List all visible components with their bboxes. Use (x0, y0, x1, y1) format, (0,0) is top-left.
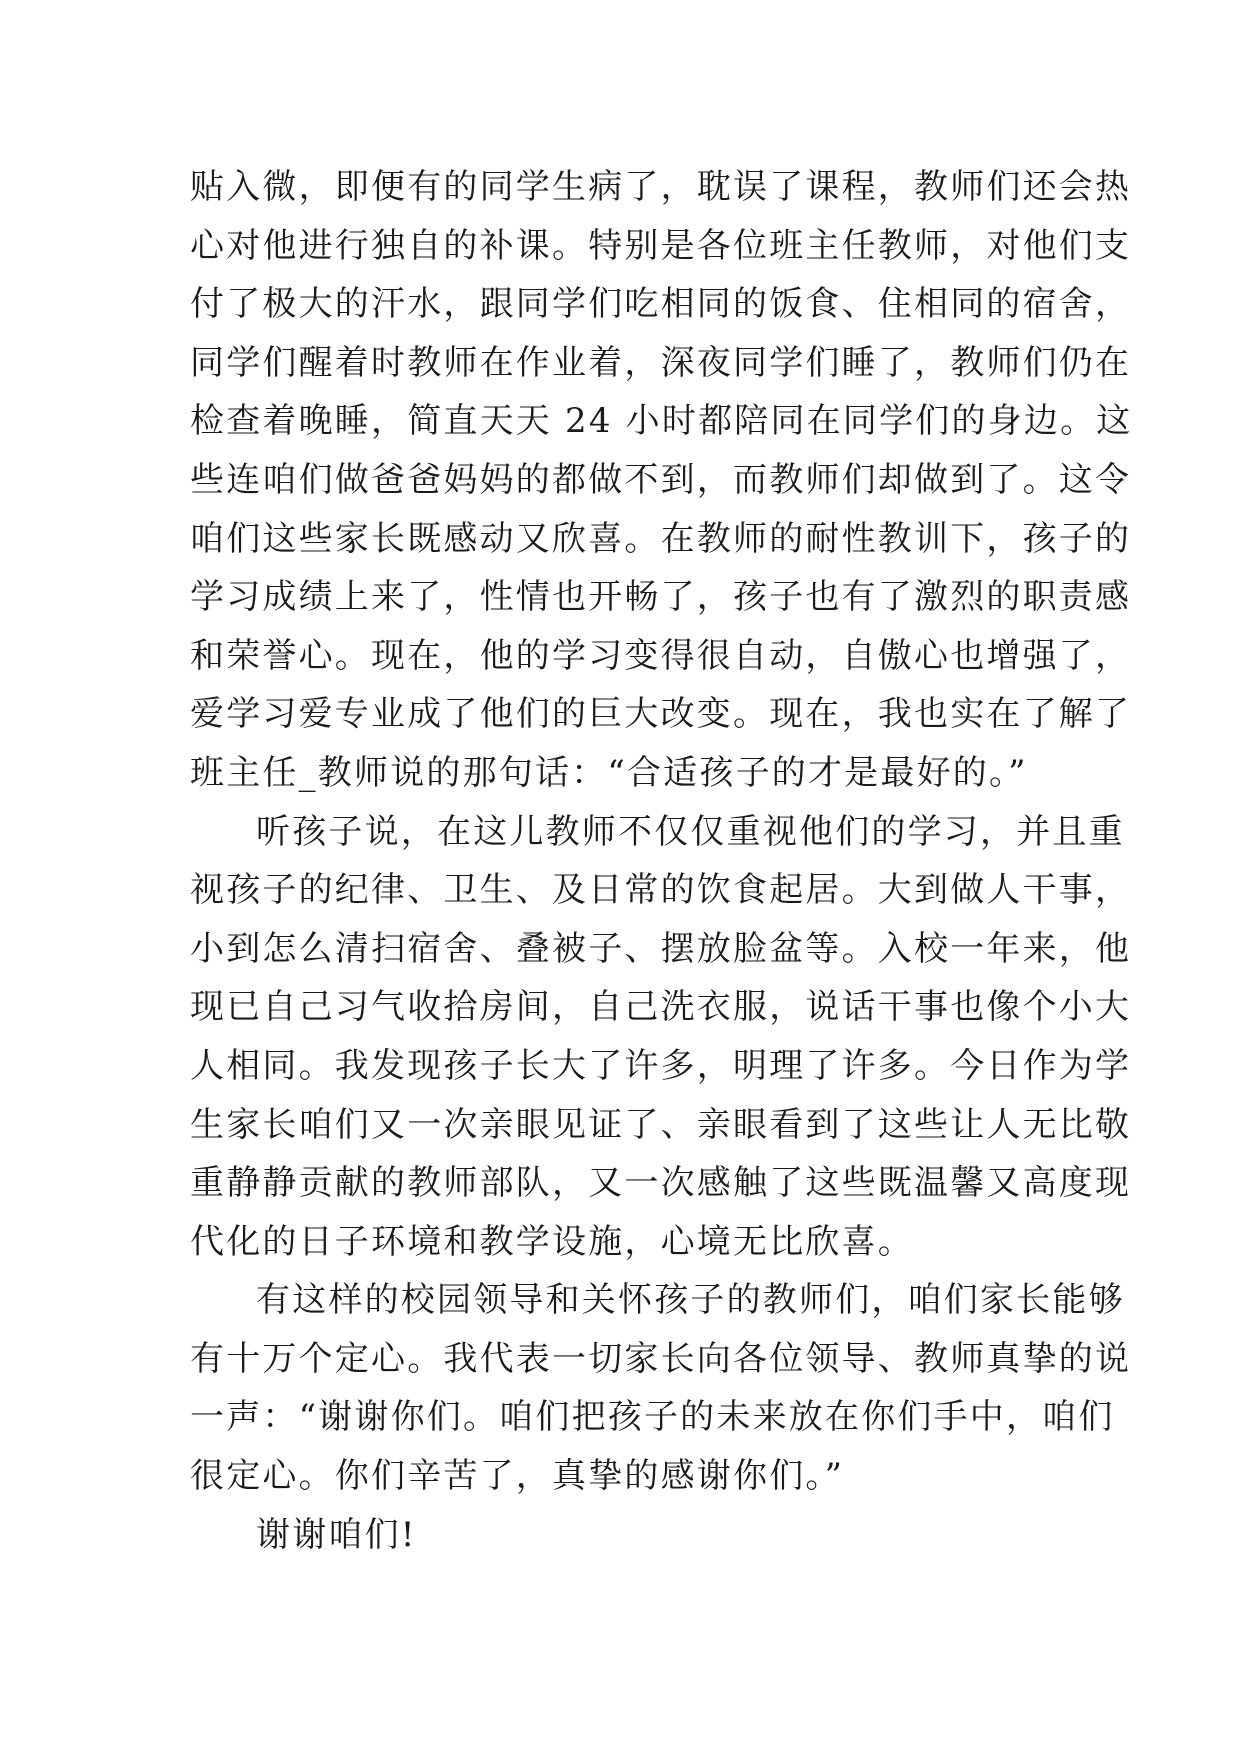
text-line: 有这样的校园领导和关怀孩子的教师们，咱们家长能够 (256, 1280, 1125, 1321)
text-line: 有十万个定心。我代表一切家长向各位领导、教师真挚的说 (190, 1338, 1132, 1379)
text-line: 一声：“谢谢你们。咱们把孩子的未来放在你们手中，咱们 (190, 1397, 1115, 1438)
text-line: 生家长咱们又一次亲眼见证了、亲眼看到了这些让人无比敬 (190, 1104, 1132, 1145)
text-line: 听孩子说，在这儿教师不仅仅重视他们的学习，并且重 (256, 811, 1125, 852)
text-line: 班主任_教师说的那句话：“合适孩子的才是最好的。” (190, 752, 1028, 793)
text-line: 视孩子的纪律、卫生、及日常的饮食起居。大到做人干事， (190, 870, 1132, 911)
paragraph-1 (190, 158, 1133, 803)
text-line: 咱们这些家长既感动又欣喜。在教师的耐性教训下，孩子的 (190, 518, 1132, 559)
text-line: 重静静贡献的教师部队，又一次感触了这些既温馨又高度现 (190, 1163, 1132, 1204)
text-line: 很定心。你们辛苦了，真挚的感谢你们。” (190, 1456, 845, 1497)
paragraph-2 (190, 803, 1132, 1272)
text-line: 代化的日子环境和教学设施，心境无比欣喜。 (190, 1221, 914, 1262)
text-line: 检查着晚睡，简直天天 24 小时都陪同在同学们的身边。这 (190, 401, 1133, 442)
document-body (190, 158, 1133, 1564)
text-line: 人相同。我发现孩子长大了许多，明理了许多。今日作为学 (190, 1045, 1132, 1086)
text-line: 些连咱们做爸爸妈妈的都做不到，而教师们却做到了。这令 (190, 459, 1132, 500)
closing-line: 谢谢咱们! (256, 1514, 417, 1555)
text-line: 学习成绩上来了，性情也开畅了，孩子也有了激烈的职责感 (190, 577, 1132, 618)
closing-paragraph (190, 1506, 1052, 1565)
text-line: 付了极大的汗水，跟同学们吃相同的饭食、住相同的宿舍， (190, 284, 1132, 325)
paragraph-3 (190, 1271, 1132, 1505)
text-line: 心对他进行独自的补课。特别是各位班主任教师，对他们支 (190, 225, 1132, 266)
text-line: 贴入微，即便有的同学生病了，耽误了课程，教师们还会热 (190, 167, 1132, 207)
text-line: 小到怎么清扫宿舍、叠被子、摆放脸盆等。入校一年来，他 (190, 928, 1132, 969)
text-line: 现已自己习气收拾房间，自己洗衣服，说话干事也像个小大 (190, 987, 1132, 1028)
text-line: 爱学习爱专业成了他们的巨大改变。现在，我也实在了解了 (190, 694, 1132, 735)
text-line: 同学们醒着时教师在作业着，深夜同学们睡了，教师们仍在 (190, 342, 1132, 383)
text-line: 和荣誉心。现在，他的学习变得很自动，自傲心也增强了， (190, 635, 1132, 676)
